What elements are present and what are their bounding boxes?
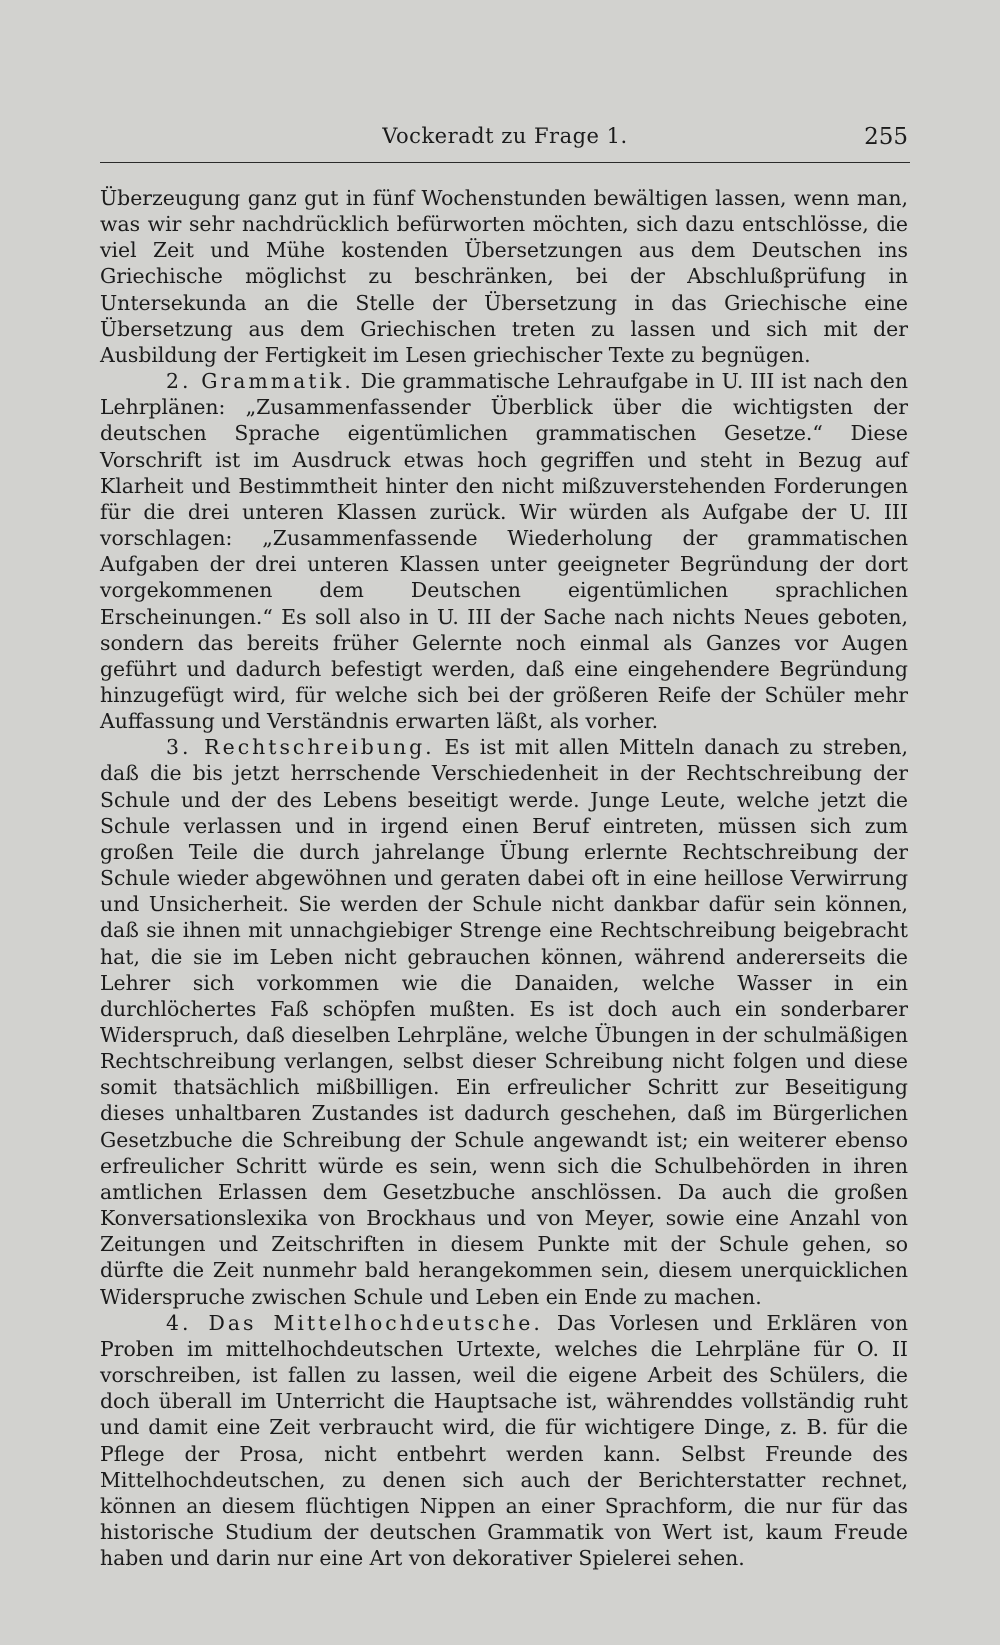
section-heading-grammatik: 2. Grammatik. — [166, 369, 354, 394]
paragraph-2-grammatik — [100, 368, 908, 734]
body-text — [100, 185, 908, 1571]
paragraph-text: Die grammatische Lehraufgabe in U. III ist nach den Lehrplänen: „Zusammenfassender Überblick über die wichtigsten der deutschen Sprache eigentümlichen grammatischen Gesetze.“ Diese Vorschrift ist im Ausdruck etwas hoch gegriffen und steht in Bezug auf Klarheit und Bestimmtheit hinter den nicht mißzuverstehenden Forderungen für die drei unteren Klassen zurück. Wir würden als Aufgabe der U. III vorschlagen: „Zusammenfassende Wiederholung der grammatischen Aufgaben der drei unteren Klassen unter geeigneter Begründung der dort vorgekommenen dem Deutschen eigentümlichen sprachlichen Erscheinungen.“ Es soll also in U. III der Sache nach nichts Neues geboten, sondern das bereits früher Gelernte noch einmal als Ganzes vor Augen geführt und dadurch befestigt werden, daß eine eingehendere Begründung hinzugefügt wird, für welche sich bei der größeren Reife der Schüler mehr Auffassung und Verständnis erwarten läßt, als vorher. — [100, 369, 908, 734]
running-title: Vockeradt zu Frage 1. — [382, 124, 628, 148]
page-number: 255 — [864, 124, 908, 150]
paragraph-3-rechtschreibung — [100, 734, 908, 1309]
paragraph-1 — [100, 185, 908, 368]
section-heading-mittelhochdeutsch: 4. Das Mittelhochdeutsche. — [166, 1310, 543, 1335]
running-header — [100, 118, 910, 163]
paragraph-4-mittelhochdeutsch — [100, 1310, 908, 1572]
paragraph-text: Das Vorlesen und Erklären von Proben im mittelhochdeutschen Urtexte, welches die Lehrpläne für O. II vorschreiben, ist fallen zu lassen, weil die eigene Arbeit des Schülers, die doch überall im Unterricht die Hauptsache ist, währenddes vollständig ruht und damit eine Zeit verbraucht wird, die für wichtigere Dinge, z. B. für die Pflege der Prosa, nicht entbehrt werden kann. Selbst Freunde des Mittelhochdeutschen, zu denen sich auch der Berichterstatter rechnet, können an diesem flüchtigen Nippen an einer Sprachform, die nur für das historische Studium der deutschen Grammatik von Wert ist, kaum Freude haben und darin nur eine Art von dekorativer Spielerei sehen. — [100, 1310, 908, 1571]
paragraph-text: Überzeugung ganz gut in fünf Wochenstunden bewältigen lassen, wenn man, was wir sehr nachdrücklich befürworten möchten, sich dazu entschlösse, die viel Zeit und Mühe kostenden Übersetzungen aus dem Deutschen ins Griechische möglichst zu beschränken, bei der Abschlußprüfung in Untersekunda an die Stelle der Übersetzung in das Griechische eine Übersetzung aus dem Griechischen treten zu lassen und sich mit der Ausbildung der Fertigkeit im Lesen griechischer Texte zu begnügen. — [100, 186, 908, 367]
section-heading-rechtschreibung: 3. Rechtschreibung. — [166, 735, 435, 760]
paragraph-text: Es ist mit allen Mitteln danach zu streben, daß die bis jetzt herrschende Verschiedenheit in der Rechtschreibung der Schule und der des Lebens beseitigt werde. Junge Leute, welche jetzt die Schule verlassen und in irgend einen Beruf eintreten, müssen sich zum großen Teile die durch jahrelange Übung erlernte Rechtschreibung der Schule wieder abgewöhnen und geraten dabei oft in eine heillose Verwirrung und Unsicherheit. Sie werden der Schule nicht dankbar dafür sein können, daß sie ihnen mit unnachgiebiger Strenge eine Rechtschreibung beigebracht hat, die sie im Leben nicht gebrauchen können, während andererseits die Lehrer sich vorkommen wie die Danaiden, welche Wasser in ein durchlöchertes Faß schöpfen mußten. Es ist doch auch ein sonderbarer Widerspruch, daß dieselben Lehrpläne, welche Übungen in der schulmäßigen Rechtschreibung verlangen, selbst dieser Schreibung nicht folgen und diese somit thatsächlich mißbilligen. Ein erfreulicher Schritt zur Beseitigung dieses unhaltbaren Zustandes ist dadurch geschehen, daß im Bürgerlichen Gesetzbuche die Schreibung der Schule angewandt ist; ein weiterer ebenso erfreulicher Schritt würde es sein, wenn sich die Schulbehörden in ihren amtlichen Erlassen dem Gesetzbuche anschlössen. Da auch die großen Konversationslexika von Brockhaus und von Meyer, sowie eine Anzahl von Zeitungen und Zeitschriften in diesem Punkte mit der Schule gehen, so dürfte die Zeit nunmehr bald herangekommen sein, diesem unerquicklichen Widerspruche zwischen Schule und Leben ein Ende zu machen. — [100, 735, 908, 1309]
